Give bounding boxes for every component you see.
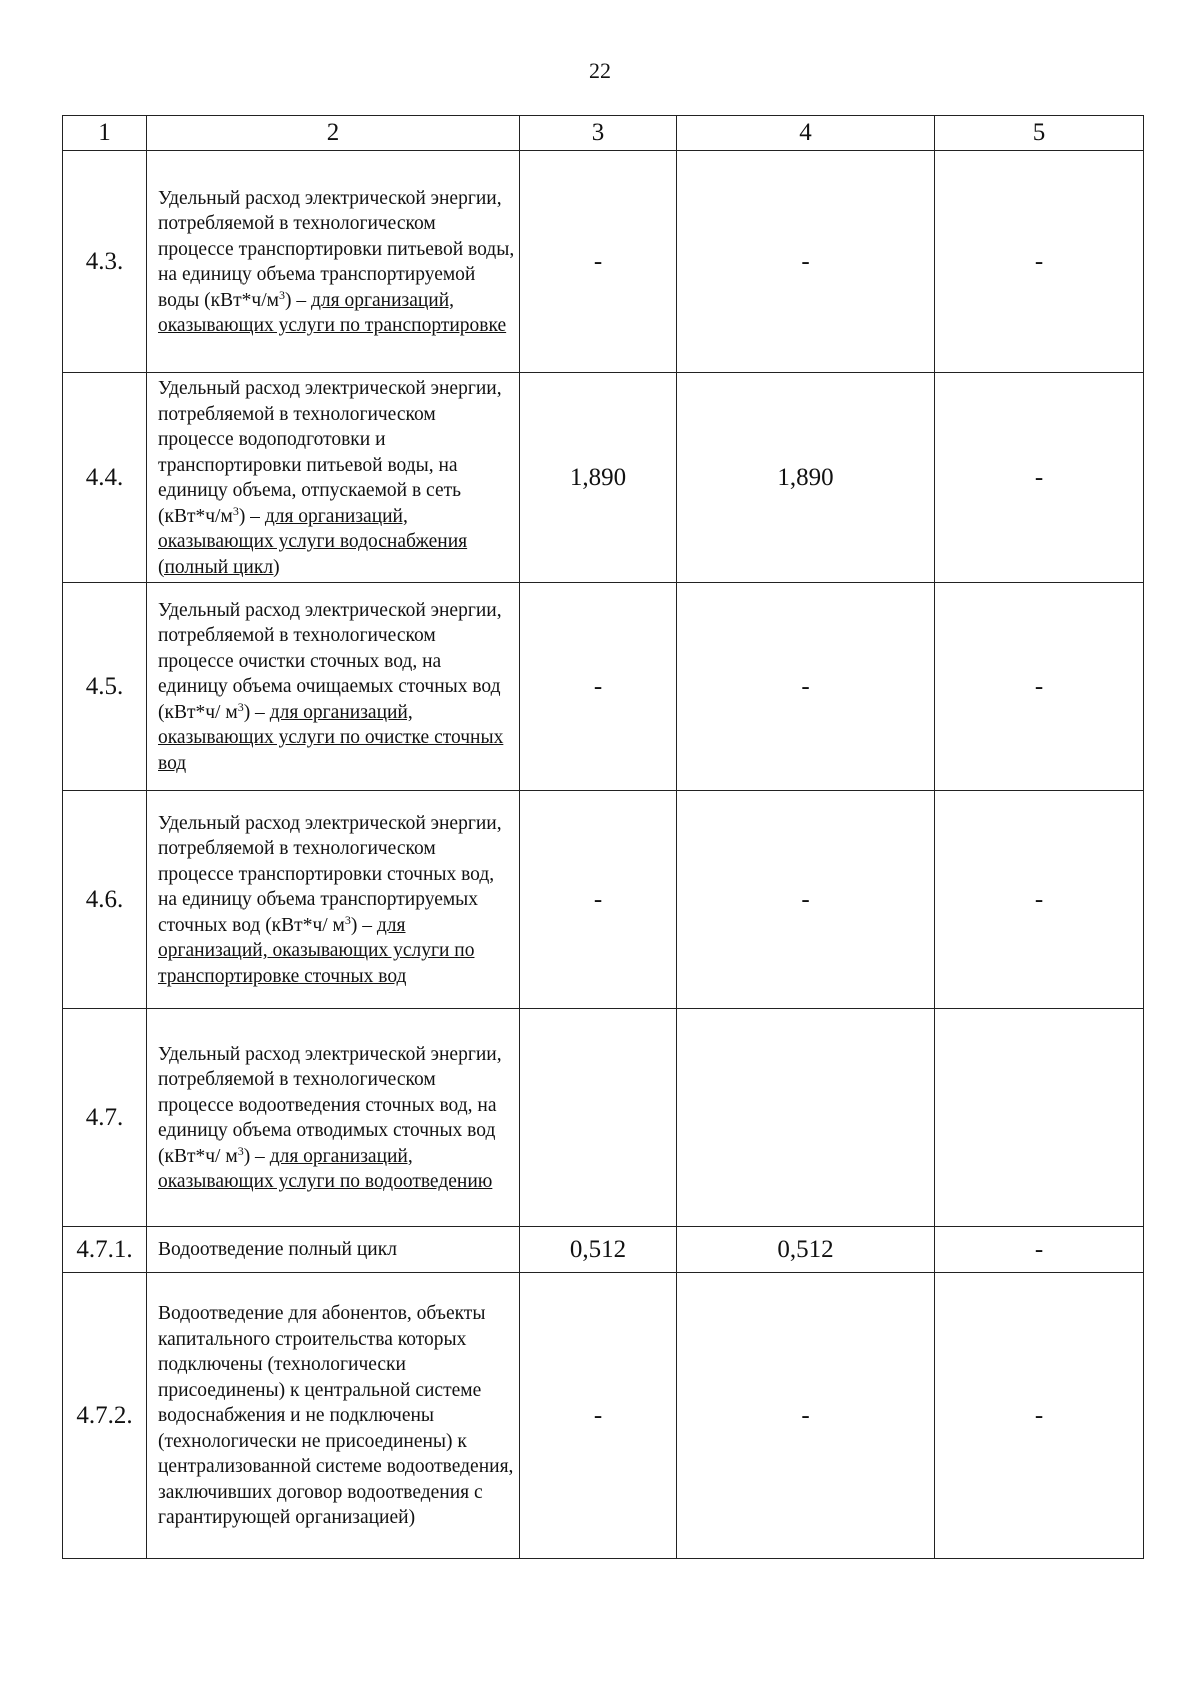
value-col5 <box>935 1009 1144 1227</box>
row-number: 4.7. <box>63 1009 147 1227</box>
description-underlined: для организаций, оказывающих услуги по водоотведению <box>158 1145 493 1192</box>
page-number: 22 <box>589 58 611 83</box>
row-number: 4.7.2. <box>63 1273 147 1559</box>
table-row <box>63 791 1144 1009</box>
row-description <box>147 1009 520 1227</box>
row-description <box>147 1227 520 1273</box>
table-row <box>63 373 1144 583</box>
value-col5: - <box>935 1227 1144 1273</box>
superscript: 3 <box>344 912 351 927</box>
description-text: Удельный расход электрической энергии, потребляемой в технологическом процессе очистки сточных вод, на единицу объема очищаемых сточных вод (кВт*ч/ м <box>158 599 502 723</box>
value-col3: - <box>520 1273 677 1559</box>
value-col3: 1,890 <box>520 373 677 583</box>
description-connector: ) – <box>243 1145 270 1167</box>
value-col5: - <box>935 151 1144 373</box>
description-text: Удельный расход электрической энергии, потребляемой в технологическом процессе водоотведения сточных вод, на единицу объема отводимых сточных вод (кВт*ч/ м <box>158 1043 502 1167</box>
value-col5: - <box>935 791 1144 1009</box>
value-col4: - <box>677 151 935 373</box>
value-col4: - <box>677 1273 935 1559</box>
superscript: 3 <box>237 1143 244 1158</box>
description-underlined: для организаций, оказывающих услуги по очистке сточных вод <box>158 701 504 774</box>
column-header-2: 2 <box>147 116 520 151</box>
description-connector: ) – <box>350 914 377 936</box>
table-row <box>63 1009 1144 1227</box>
value-col3: - <box>520 791 677 1009</box>
description-underlined: для организаций, оказывающих услуги водоснабжения (полный цикл) <box>158 505 468 578</box>
description-underlined: для организаций, оказывающих услуги по транспортировке <box>158 289 507 336</box>
row-description <box>147 1273 520 1559</box>
value-col3: 0,512 <box>520 1227 677 1273</box>
description-text: Водоотведение для абонентов, объекты капитального строительства которых подключены (технологически присоединены) к центральной системе водоснабжения и не подключены (технологически не присоединены) к централизованной системе водоотведения, заключивших договор водоотведения с гарантирующей организацией) <box>158 1303 514 1529</box>
table-row <box>63 583 1144 791</box>
table-row <box>63 1227 1144 1273</box>
row-description <box>147 791 520 1009</box>
value-col5: - <box>935 373 1144 583</box>
column-header-1: 1 <box>63 116 147 151</box>
description-underlined: для организаций, оказывающих услуги по транспортировке сточных вод <box>158 914 475 987</box>
description-text: Удельный расход электрической энергии, потребляемой в технологическом процессе водоподготовки и транспортировки питьевой воды, на единицу объема, отпускаемой в сеть (кВт*ч/м <box>158 378 502 527</box>
value-col3 <box>520 1009 677 1227</box>
value-col3: - <box>520 583 677 791</box>
row-description <box>147 151 520 373</box>
description-connector: ) – <box>284 289 311 311</box>
row-description <box>147 583 520 791</box>
superscript: 3 <box>232 503 239 518</box>
table-header-row <box>63 116 1144 151</box>
table-row <box>63 151 1144 373</box>
value-col5: - <box>935 583 1144 791</box>
table-row <box>63 1273 1144 1559</box>
superscript: 3 <box>237 699 244 714</box>
value-col4: 0,512 <box>677 1227 935 1273</box>
row-number: 4.3. <box>63 151 147 373</box>
row-number: 4.7.1. <box>63 1227 147 1273</box>
superscript: 3 <box>278 287 285 302</box>
column-header-4: 4 <box>677 116 935 151</box>
column-header-3: 3 <box>520 116 677 151</box>
value-col4: - <box>677 791 935 1009</box>
description-text: Удельный расход электрической энергии, потребляемой в технологическом процессе транспортировки питьевой воды, на единицу объема транспортируемой воды (кВт*ч/м <box>158 187 515 311</box>
data-table <box>62 115 1144 1559</box>
row-description <box>147 373 520 583</box>
value-col5: - <box>935 1273 1144 1559</box>
description-connector: ) – <box>238 505 265 527</box>
row-number: 4.4. <box>63 373 147 583</box>
row-number: 4.6. <box>63 791 147 1009</box>
row-number: 4.5. <box>63 583 147 791</box>
value-col4 <box>677 1009 935 1227</box>
description-text: Удельный расход электрической энергии, потребляемой в технологическом процессе транспортировки сточных вод, на единицу объема транспортируемых сточных вод (кВт*ч/ м <box>158 812 502 936</box>
value-col4: - <box>677 583 935 791</box>
value-col3: - <box>520 151 677 373</box>
description-connector: ) – <box>243 701 270 723</box>
description-text: Водоотведение полный цикл <box>158 1239 397 1261</box>
value-col4: 1,890 <box>677 373 935 583</box>
column-header-5: 5 <box>935 116 1144 151</box>
